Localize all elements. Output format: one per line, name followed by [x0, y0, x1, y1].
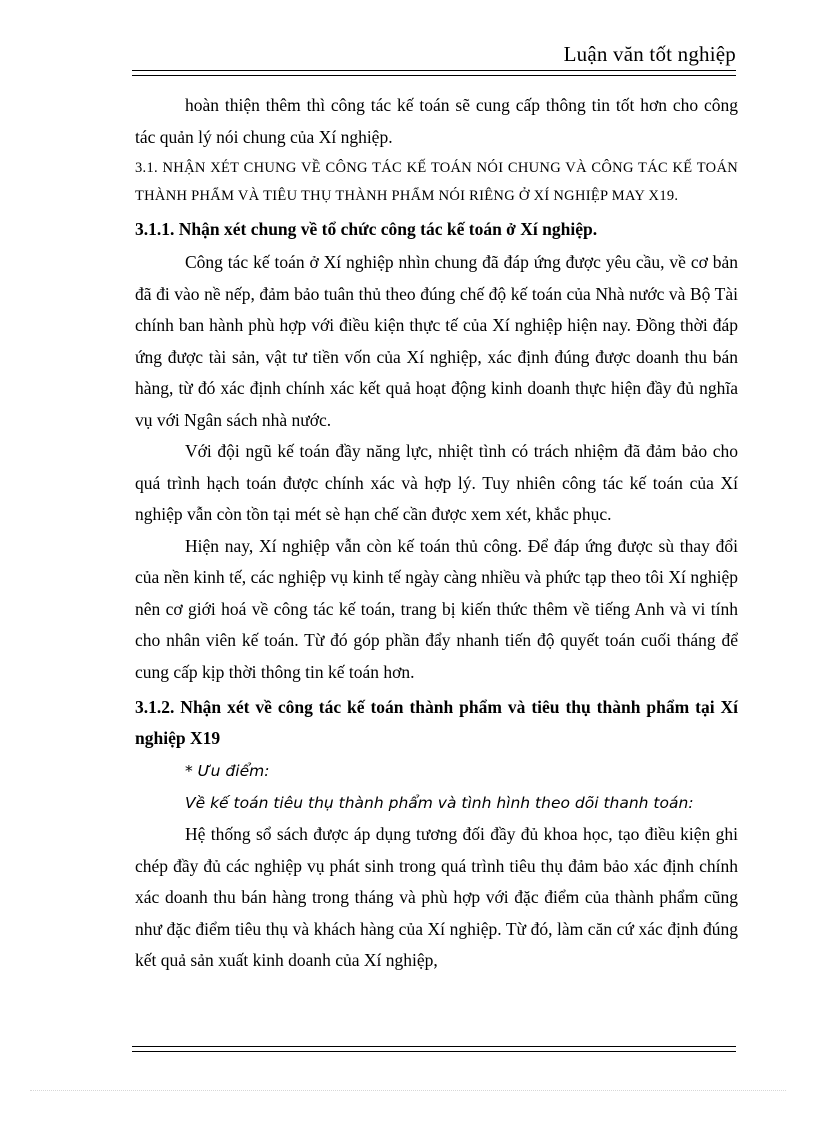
- page-bottom-dotted-border: [30, 1090, 786, 1091]
- section-title: 3.1. NHẬN XÉT CHUNG VỀ CÔNG TÁC KẾ TOÁN NÓI CHUNG VÀ CÔNG TÁC KẾ TOÁN THÀNH PHẨM VÀ TIÊU THỤ THÀNH PHẨM NÓI RIÊNG Ở XÍ NGHIỆP MAY X19.: [135, 160, 738, 204]
- paragraph-4: Hệ thống sổ sách được áp dụng tương đối đầy đủ khoa học, tạo điều kiện ghi chép đầy đủ các nghiệp vụ phát sinh trong quá trình tiêu thụ đảm bảo xác định chính xác doanh thu bán hàng trong tháng và phù hợp với đặc điểm của thành phẩm cũng như đặc điểm tiêu thụ và khách hàng của Xí nghiệp. Từ đó, làm căn cứ xác định đúng kết quả sản xuất kinh doanh của Xí nghiệp,: [135, 824, 738, 970]
- paragraph-3: Hiện nay, Xí nghiệp vẫn còn kế toán thủ công. Để đáp ứng được sù thay đổi của nền kinh tế, các nghiệp vụ kinh tế ngày càng nhiều và phức tạp theo tôi Xí nghiệp nên cơ giới hoá về công tác kế toán, trang bị kiến thức thêm về tiếng Anh và vi tính cho nhân viên kế toán. Từ đó góp phần đẩy nhanh tiến độ quyết toán cuối tháng để cung cấp kịp thời thông tin kế toán hơn.: [135, 535, 738, 682]
- paragraph-2: Với đội ngũ kế toán đầy năng lực, nhiệt tình có trách nhiệm đã đảm bảo cho quá trình hạch toán được chính xác và hợp lý. Tuy nhiên công tác kế toán của Xí nghiệp vẫn còn tồn tại mét sè hạn chế cần được xem xét, khắc phục.: [135, 441, 738, 524]
- advantages-label: * Ưu điểm:: [185, 762, 270, 780]
- intro-continuation-paragraph: hoàn thiện thêm thì công tác kế toán sẽ cung cấp thông tin tốt hơn cho công tác quản lý nói chung của Xí nghiệp.: [135, 95, 738, 147]
- page-body: [135, 90, 738, 977]
- advantages-subheading: Về kế toán tiêu thụ thành phẩm và tình hình theo dõi thanh toán:: [185, 793, 694, 812]
- heading-3-1-2: 3.1.2. Nhận xét về công tác kế toán thành phẩm và tiêu thụ thành phẩm tại Xí nghiệp X19: [135, 697, 738, 748]
- heading-3-1-1: 3.1.1. Nhận xét chung về tổ chức công tác kế toán ở Xí nghiệp.: [135, 219, 598, 239]
- page-header-title: Luận văn tốt nghiệp: [563, 42, 736, 66]
- footer-double-rule: [132, 1046, 736, 1052]
- header-double-rule: [132, 70, 736, 76]
- paragraph-1: Công tác kế toán ở Xí nghiệp nhìn chung đã đáp ứng được yêu cầu, về cơ bản đã đi vào nề nếp, đảm bảo tuân thủ theo đúng chế độ kế toán của Nhà nước và Bộ Tài chính ban hành phù hợp với điều kiện thực tế của Xí nghiệp hiện nay. Đồng thời đáp ứng được tài sản, vật tư tiền vốn của Xí nghiệp, xác định đúng được doanh thu bán hàng, từ đó xác định chính xác kết quả hoạt động kinh doanh thực hiện đầy đủ nghĩa vụ với Ngân sách nhà nước.: [135, 252, 738, 430]
